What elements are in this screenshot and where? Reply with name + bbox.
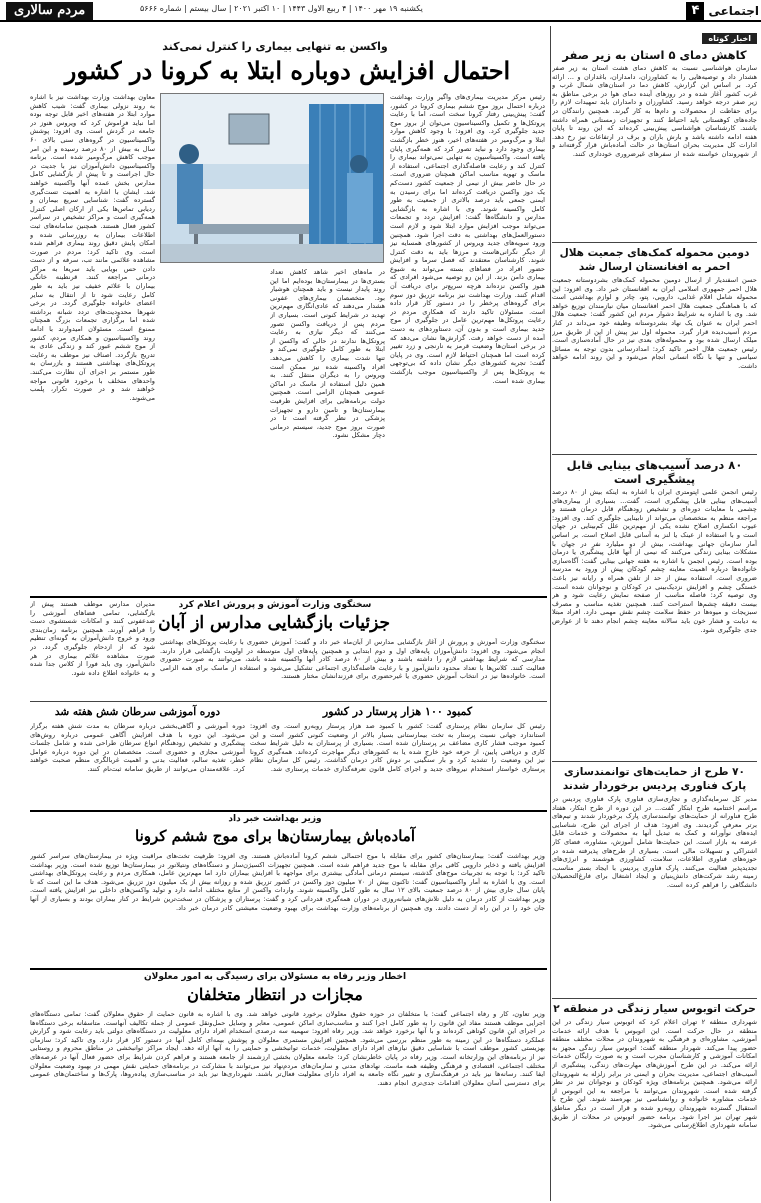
nurses-body: رئیس کل سازمان نظام پرستاری گفت: کشور با کمبود صد هزار پرستار روبه‌رو است. وی افزود: استاندارد جهانی نسبت پرستار به تخت بیمارستانی بسیار بالاتر از وضعیت کنونی کشور است و این کمبود موجب فشار کاری مضاعف بر پرستاران شده است. بسیاری از پرستاران به دلیل شرایط سخت کاری و دریافتی پایین، از حرفه خود خارج شده یا به کشورهای دیگر مهاجرت کرده‌اند. همه‌گیری کرونا نیز این وضعیت را تشدید کرد و بار سنگینی بر دوش کادر درمان گذاشت. رئیس کل سازمان نظام پرستاری خواستار استخدام نیروهای جدید و اجرای کامل قانون تعرفه‌گذاری خدمات پرستاری شد. xyxy=(250,722,545,773)
lead-kicker: واکسن به تنهایی بیماری را کنترل نمی‌کند xyxy=(162,40,388,53)
side-divider xyxy=(552,998,757,999)
side-story5-headline: حرکت اتوبوس سیار زندگی در منطقه ۲ xyxy=(553,1003,756,1015)
section-divider xyxy=(30,810,547,812)
newspaper-logo: مردم سالاری xyxy=(6,2,93,20)
disability-kicker: اخطار وزیر رفاه به مسئولان برای رسیدگی به امور معلولان xyxy=(143,972,407,982)
lead-body-middle: در ماه‌های اخیر شاهد کاهش تعداد بستری‌ها در بیمارستان‌ها بوده‌ایم اما این روند پایدار نیست و باید همچنان هوشیار بود. متخصصان بیماری‌های عفونی هشدار می‌دهند که عادی‌انگاری مهم‌ترین تهدید در شرایط کنونی است. بسیاری از مردم پس از دریافت واکسن تصور می‌کنند که دیگر نیازی به رعایت پروتکل‌ها ندارند در حالی که واکسن از ابتلا به طور کامل جلوگیری نمی‌کند و تنها شدت بیماری را کاهش می‌دهد. افراد واکسینه شده نیز ممکن است ویروس را به دیگران منتقل کنند. به همین دلیل استفاده از ماسک در اماکن عمومی همچنان الزامی است. همچنین دولت برنامه‌هایی برای افزایش ظرفیت بیمارستان‌ها و تامین دارو و تجهیزات پزشکی در نظر گرفته است تا در صورت بروز موج جدید، سیستم درمانی دچار مشکل نشود. xyxy=(270,268,385,440)
section-title: اجتماعی xyxy=(708,4,759,18)
schools-headline: جزئیات بازگشایی مدارس از آبان xyxy=(158,613,390,633)
section-header xyxy=(686,1,759,21)
cancer-body: دوره آموزشی و آگاهی‌بخشی درباره سرطان به مدت شش هفته برگزار می‌شود. این دوره با هدف افزایش آگاهی عمومی درباره روش‌های پیشگیری و تشخیص زودهنگام انواع سرطان طراحی شده و شامل جلسات آموزشی مجازی و حضوری است. متخصصان در این دوره درباره عوامل خطر، تغذیه سالم، فعالیت بدنی و اهمیت غربالگری منظم صحبت خواهند کرد. علاقه‌مندان می‌توانند از طریق سامانه ثبت‌نام کنند. xyxy=(30,722,245,773)
hospitals-kicker: وزیر بهداشت خبر داد xyxy=(228,814,322,824)
section-divider xyxy=(30,968,547,970)
schools-body: سخنگوی وزارت آموزش و پرورش از آغاز بازگشایی مدارس از آبان‌ماه خبر داد و گفت: آموزش حضوری با رعایت پروتکل‌های بهداشتی انجام می‌شود. وی افزود: دانش‌آموزان پایه‌های اول و دوم ابتدایی و همچنین پایه‌های اول متوسطه در اولویت بازگشایی قرار دارند. مدارسی که شرایط بهداشتی لازم را داشته باشند و بیش از ۸۰ درصد کادر آنها واکسینه شده باشد، می‌توانند به صورت حضوری فعالیت کنند. کلاس‌ها با تعداد محدود دانش‌آموز و با رعایت فاصله‌گذاری اجتماعی تشکیل می‌شود و استفاده از ماسک برای همه الزامی است. خانواده‌ها نیز در انتخاب آموزش حضوری یا غیرحضوری برای فرزندانشان مختار هستند. xyxy=(160,638,545,681)
cancer-headline: دوره آموزشی سرطان شش هفته شد xyxy=(54,706,221,718)
side-story3-headline: ۸۰ درصد آسیب‌های بینایی قابل پیشگیری است xyxy=(566,458,743,486)
lead-body-right: رئیس مرکز مدیریت بیماری‌های واگیر وزارت بهداشت درباره احتمال بروز موج ششم بیماری کرونا در کشور، گفت: پیش‌بینی رفتار کرونا سخت است، اما با رعایت پروتکل‌ها و تکمیل واکسیناسیون می‌توان از بروز موج جدید جلوگیری کرد. وی افزود: با وجود کاهش موارد ابتلا و مرگ‌ومیر در هفته‌های اخیر، هنوز خطر بازگشت بیماری وجود دارد و نباید تصور کرد که همه‌گیری پایان یافته است. واکسیناسیون به تنهایی نمی‌تواند بیماری را کنترل کند و رعایت فاصله‌گذاری اجتماعی، استفاده از ماسک و تهویه مناسب اماکن همچنان ضروری است. در حال حاضر بیش از نیمی از جمعیت کشور دست‌کم یک دوز واکسن دریافت کرده‌اند اما برای رسیدن به ایمنی جمعی باید درصد بالاتری از جمعیت به طور کامل واکسینه شوند. وی با اشاره به بازگشایی مدارس و دانشگاه‌ها گفت: افزایش تردد و تجمعات می‌تواند موجب افزایش موارد ابتلا شود و لازم است دستورالعمل‌های بهداشتی به دقت اجرا شود. همچنین ورود سویه‌های جدید ویروس از کشورهای همسایه نیز از دیگر نگرانی‌هاست و مرزها باید به دقت کنترل شوند. کارشناسان معتقدند که فصل سرما و افزایش حضور افراد در فضاهای بسته می‌تواند به شیوع بیماری دامن بزند. از این رو توصیه می‌شود افرادی که هنوز واکسن نزده‌اند هرچه سریع‌تر برای دریافت آن اقدام کنند. وزارت بهداشت نیز برنامه تزریق دوز سوم برای گروه‌های پرخطر را در دستور کار قرار داده است. مسئولان تاکید دارند که همکاری مردم در رعایت پروتکل‌ها مهم‌ترین عامل در جلوگیری از موج جدید بیماری است و بدون آن، دستاوردهای به دست آمده از دست خواهد رفت. گزارش‌ها نشان می‌دهد که در برخی استان‌ها وضعیت قرمز به نارنجی و زرد تغییر کرده است اما همچنان احتیاط لازم است. وی در پایان گفت: تجربه کشورهای دیگر نشان داده که بی‌توجهی به پروتکل‌ها پس از واکسیناسیون موجب بازگشت بیماری شده است. xyxy=(390,93,545,385)
side-note-left: مدیران مدارس موظف هستند پیش از بازگشایی، تمامی فضاهای آموزشی را ضدعفونی کنند و امکانات شستشوی دست را فراهم آورند. همچنین برنامه زمان‌بندی ورود و خروج دانش‌آموزان به گونه‌ای تنظیم شود که از ازدحام جلوگیری گردد. در صورت مشاهده علائم بیماری در هر دانش‌آموز، وی باید فورا از کلاس جدا شده و به خانواده اطلاع داده شود. xyxy=(30,600,155,677)
side-divider xyxy=(552,242,757,243)
side-story4-headline: ۷۰ طرح از حمایت‌های توانمندسازی پارک فناوری پردیس برخوردار شدند xyxy=(562,766,747,792)
schools-kicker: سخنگوی وزارت آموزش و پرورش اعلام کرد xyxy=(178,600,372,610)
section-divider xyxy=(30,596,547,598)
hospitals-body: وزیر بهداشت گفت: بیمارستان‌های کشور برای مقابله با موج احتمالی ششم کرونا آماده‌باش هستند. وی افزود: ظرفیت تخت‌های مراقبت ویژه در بیمارستان‌های سراسر کشور افزایش یافته و ذخایر دارویی کافی برای مقابله با موج جدید فراهم شده است. همچنین تجهیزات اکسیژن‌ساز و دستگاه‌های ونتیلاتور در بیمارستان‌ها توزیع شده است. وزیر بهداشت تاکید کرد: با توجه به تجربیات موج‌های گذشته، سیستم درمانی آمادگی بیشتری برای مواجهه با افزایش بیماران دارد اما مهم‌ترین عامل، همکاری مردم و رعایت پروتکل‌های بهداشتی است. وی با اشاره به آمار واکسیناسیون گفت: تاکنون بیش از ۷۰ میلیون دوز واکسن در کشور تزریق شده و روزانه بیش از یک میلیون دوز تزریق می‌شود. هدف ما این است که تا پایان سال جاری بیش از ۸۰ درصد جمعیت بالای ۱۲ سال به طور کامل واکسینه شوند. واردات واکسن از منابع مختلف ادامه دارد و تولید واکسن‌های داخلی نیز افزایش یافته است. وزیر بهداشت از کادر درمان به دلیل تلاش‌های شبانه‌روزی در دوران همه‌گیری قدردانی کرد و گفت: پرستاران و پزشکان در سخت‌ترین شرایط در کنار بیماران بودند و بسیاری از آنها جان خود را در این راه از دست دادند. وی همچنین از برنامه‌های وزارت بهداشت برای بهبود وضعیت معیشتی کادر درمان خبر داد. xyxy=(30,852,545,912)
hospital-photo xyxy=(160,93,384,263)
masthead xyxy=(0,0,761,22)
page-number: ۴ xyxy=(686,2,704,20)
side-story1-headline: کاهش دمای ۵ استان به زیر صفر xyxy=(562,48,747,62)
side-divider xyxy=(552,761,757,762)
short-news-tag: اخبار کوتاه xyxy=(702,33,757,44)
lead-headline: احتمال افزایش دوباره ابتلا به کرونا در کشور xyxy=(64,56,511,85)
side-story4-text: مدیر کل سرمایه‌گذاری و تجاری‌سازی فناوری پارک فناوری پردیس در مراسم اختتامیه طرح ابتکار گفت... در این دوره از طرح ابتکار، هفتاد طرح فناورانه از حمایت‌های توانمندسازی پارک برخوردار شدند و تیم‌های برتر معرفی گردیدند. وی افزود: هدف از اجرای این طرح، شناسایی ایده‌های نوآورانه و کمک به تبدیل آنها به محصولات و خدمات قابل عرضه به بازار است. این حمایت‌ها شامل آموزش، مشاوره، فضای کار اشتراکی و تسهیلات مالی است. بسیاری از طرح‌های پذیرفته شده در حوزه‌های فناوری اطلاعات، سلامت، کشاورزی هوشمند و انرژی‌های تجدیدپذیر فعالیت می‌کنند. پارک فناوری پردیس با ایجاد بستر مناسب، زمینه رشد شرکت‌های دانش‌بنیان و ایجاد اشتغال برای فارغ‌التحصیلان دانشگاهی را فراهم کرده است. xyxy=(552,795,757,889)
nurses-headline: کمبود ۱۰۰ هزار پرستار در کشور xyxy=(322,705,473,718)
side-divider xyxy=(552,454,757,455)
side-column xyxy=(552,26,757,1201)
side-story3-text: رئیس انجمن علمی اپتومتری ایران با اشاره به اینکه بیش از ۸۰ درصد آسیب‌های بینایی قابل پیشگیری است، گفت... بسیاری از بیماری‌های چشمی با معاینات دوره‌ای و تشخیص زودهنگام قابل درمان هستند و مراجعه منظم به متخصصان می‌تواند از نابینایی جلوگیری کند. وی افزود: عیوب انکساری اصلاح نشده یکی از مهم‌ترین علل کم‌بینایی در جهان است و با استفاده از عینک یا لنز به آسانی قابل اصلاح است. بر اساس آمار سازمان جهانی بهداشت، بیش از دو میلیارد نفر در جهان با مشکلات بینایی زندگی می‌کنند که نیمی از آنها قابل پیشگیری یا درمان بوده است. رئیس انجمن با اشاره به هفته جهانی بینایی گفت: آگاه‌سازی خانواده‌ها درباره اهمیت معاینه چشم کودکان پیش از ورود به مدرسه ضروری است. استفاده بیش از حد از تلفن همراه و رایانه نیز باعث خستگی چشم و افزایش نزدیک‌بینی در کودکان و نوجوانان شده است. وی توصیه کرد: فاصله مناسب از صفحه نمایش رعایت شود و هر بیست دقیقه چشم‌ها استراحت کنند. همچنین تغذیه مناسب و مصرف سبزیجات و میوه‌ها در حفظ سلامت چشم نقش مهمی دارد. افراد مبتلا به دیابت و فشار خون باید سالانه معاینه چشم انجام دهند تا از عوارض جدی جلوگیری شود. xyxy=(552,488,757,634)
lead-body-left: معاون بهداشت وزارت بهداشت نیز با اشاره به روند نزولی بیماری گفت: شیب کاهش موارد ابتلا در هفته‌های اخیر قابل توجه بوده اما نباید فراموش کرد که ویروس هنوز در جامعه در گردش است. وی افزود: پوشش واکسیناسیون در گروه‌های سنی بالای ۶۰ سال به بیش از ۸۰ درصد رسیده و این امر موجب کاهش مرگ‌ومیر شده است. برنامه واکسیناسیون دانش‌آموزان نیز با جدیت در حال اجراست و تا پیش از بازگشایی کامل مدارس بخش عمده آنها واکسینه خواهند شد. ایشان با اشاره به اهمیت تست‌گیری گسترده گفت: شناسایی سریع بیماران و ردیابی تماس‌ها یکی از ارکان اصلی کنترل همه‌گیری است و مراکز تشخیص در سراسر کشور فعال هستند. همچنین سامانه‌های ثبت اطلاعات بیماران به روزرسانی شده و امکان پایش دقیق روند بیماری فراهم شده است. وی تاکید کرد: مردم در صورت مشاهده علائمی مانند تب، سرفه و از دست دادن حس بویایی باید سریعا به مراکز درمانی مراجعه کنند. قرنطینه خانگی بیماران با علائم خفیف نیز باید به طور کامل رعایت شود تا از انتقال به سایر اعضای خانواده جلوگیری گردد. در برخی شهرها محدودیت‌های تردد شبانه برداشته شده اما برگزاری تجمعات بزرگ همچنان ممنوع است. مسئولان امیدوارند با ادامه روند واکسیناسیون و همکاری مردم، کشور از موج ششم عبور کند و زندگی عادی به تدریج بازگردد. اصناف نیز موظف به رعایت پروتکل‌های بهداشتی هستند و بازرسان به طور مستمر بر اجرای آن نظارت می‌کنند. واحدهای متخلف با برخورد قانونی مواجه خواهند شد و در صورت تکرار، پلمب می‌شوند. xyxy=(30,93,155,402)
side-story2-text: حسن اسفندیار از ارسال دومین محموله کمک‌های بشردوستانه جمعیت هلال احمر جمهوری اسلامی ایران به افغانستان خبر داد. وی افزود: این محموله شامل اقلام غذایی، دارویی، پتو، چادر و لوازم بهداشتی است که با هماهنگی جمعیت هلال احمر افغانستان میان نیازمندان توزیع خواهد شد. وی با اشاره به شرایط دشوار مردم این کشور گفت: جمعیت هلال احمر ایران به عنوان یک نهاد بشردوستانه وظیفه خود می‌داند در کنار مردم آسیب‌دیده قرار گیرد. محموله اول نیز پیش از این از طریق مرز میلک ارسال شده بود و محموله‌های بعدی نیز در حال آماده‌سازی است. رئیس جمعیت هلال احمر تاکید کرد: امدادرسانی بدون توجه به مسائل سیاسی و تنها با نگاه انسانی انجام می‌شود و این روند ادامه خواهد داشت. xyxy=(552,276,757,370)
side-story5-text: شهرداری منطقه ۲ تهران اعلام کرد که اتوبوس سیار زندگی در این منطقه در حال حرکت است. این اتوبوس با هدف ارائه خدمات آموزشی، مشاوره‌ای و فرهنگی به شهروندان در محلات مختلف منطقه حضور پیدا می‌کند. شهردار منطقه گفت: اتوبوس سیار زندگی مجهز به امکانات آموزشی و کارشناسان مجرب است و به صورت رایگان خدمات ارائه می‌کند. در این طرح آموزش‌های مهارت‌های زندگی، پیشگیری از آسیب‌های اجتماعی، مدیریت بحران و ایمنی در برابر زلزله به شهروندان ارائه می‌شود. همچنین برنامه‌های ویژه کودکان و نوجوانان نیز در نظر گرفته شده است. شهروندان می‌توانند با مراجعه به این اتوبوس از خدمات مشاوره خانواده و روانشناسی نیز بهره‌مند شوند. این طرح با استقبال گسترده شهروندان روبه‌رو شده و قرار است در دیگر مناطق شهر تهران نیز اجرا شود. برنامه حضور اتوبوس در محلات از طریق سامانه شهرداری اطلاع‌رسانی می‌شود. xyxy=(552,1018,757,1130)
column-divider xyxy=(550,26,551,1201)
disability-body: وزیر تعاون، کار و رفاه اجتماعی گفت: با متخلفان در حوزه حقوق معلولان برخورد قانونی خواهد شد. وی با اشاره به قانون حمایت از حقوق معلولان گفت: تمامی دستگاه‌های اجرایی موظف هستند مفاد این قانون را به طور کامل اجرا کنند و مناسب‌سازی اماکن عمومی، معابر و وسایل حمل‌ونقل عمومی از جمله تکالیف آنهاست. متاسفانه برخی دستگاه‌ها در اجرای این قانون کوتاهی کرده‌اند و با آنها برخورد خواهد شد. وزیر رفاه افزود: سهمیه سه درصدی استخدام افراد دارای معلولیت در دستگاه‌های دولتی باید رعایت شود و گزارش عملکرد دستگاه‌ها در این زمینه به طور منظم بررسی می‌شود. همچنین افزایش مستمری معلولان و پوشش بیمه‌ای کامل آنها در دستور کار قرار دارد. وی تاکید کرد: سازمان بهزیستی کشور موظف است با شناسایی دقیق نیازهای افراد دارای معلولیت، خدمات توانبخشی و حمایتی را به آنها ارائه دهد. ایجاد مراکز توانبخشی در مناطق محروم و روستایی نیز از برنامه‌های این وزارتخانه است. وزیر رفاه در پایان خاطرنشان کرد: جامعه معلولان بخشی ارزشمند از جامعه هستند و فراهم کردن شرایط برای حضور فعال آنها در عرصه‌های مختلف اجتماعی، اقتصادی و فرهنگی وظیفه همه ماست. نهادهای مدنی و سازمان‌های مردم‌نهاد نیز می‌توانند با مشارکت در برنامه‌های حمایتی نقش مهمی در بهبود وضعیت معلولان ایفا کنند. رسانه‌ها نیز باید در فرهنگ‌سازی و تغییر نگاه جامعه به افراد دارای معلولیت فعال‌تر باشند. شهرداری‌ها نیز باید در مناسب‌سازی پیاده‌روها، پارک‌ها و ساختمان‌های عمومی برای دسترسی آسان معلولان اقدامات جدی‌تری انجام دهند. xyxy=(30,1010,545,1087)
hospitals-headline: آماده‌باش بیمارستان‌ها برای موج ششم کرونا xyxy=(135,827,415,845)
hospital-ward-image xyxy=(160,94,383,263)
side-story2-headline: دومین محموله کمک‌های جمعیت هلال احمر به افغانستان ارسال شد xyxy=(559,247,750,273)
section-divider xyxy=(30,701,547,702)
issue-info: یکشنبه ۱۹ مهر ۱۴۰۰ | ۴ ربیع الاول ۱۴۴۳ | ۱۰ اکتبر ۲۰۲۱ | سال بیستم | شماره ۵۶۶۶ xyxy=(140,4,423,13)
side-story1-text: سازمان هواشناسی نسبت به کاهش دمای هشت استان به زیر صفر هشدار داد و توصیه‌هایی را به کشاورزان، دامداران، باغداران و ... ارائه کرد. بر اساس این گزارش، کاهش دما در استان‌های شمال غرب و غرب کشور آغاز شده و در روزهای آینده دمای هوا در برخی مناطق به زیر صفر درجه خواهد رسید. کشاورزان و دامداران باید تمهیدات لازم را برای حفاظت از محصولات و دام‌ها به کار گیرند. همچنین رانندگان در جاده‌های کوهستانی باید احتیاط کنند و تجهیزات زمستانی همراه داشته باشند. کارشناسان هواشناسی پیش‌بینی کرده‌اند که این روند تا پایان هفته ادامه داشته باشد و بارش باران و برف در ارتفاعات نیز رخ دهد. ادارات کل مدیریت بحران استان‌ها در حالت آماده‌باش قرار گرفته‌اند و از شهروندان خواسته شده از سفرهای غیرضروری خودداری کنند. xyxy=(552,64,757,158)
disability-headline: مجازات در انتظار متخلفان xyxy=(187,985,363,1004)
